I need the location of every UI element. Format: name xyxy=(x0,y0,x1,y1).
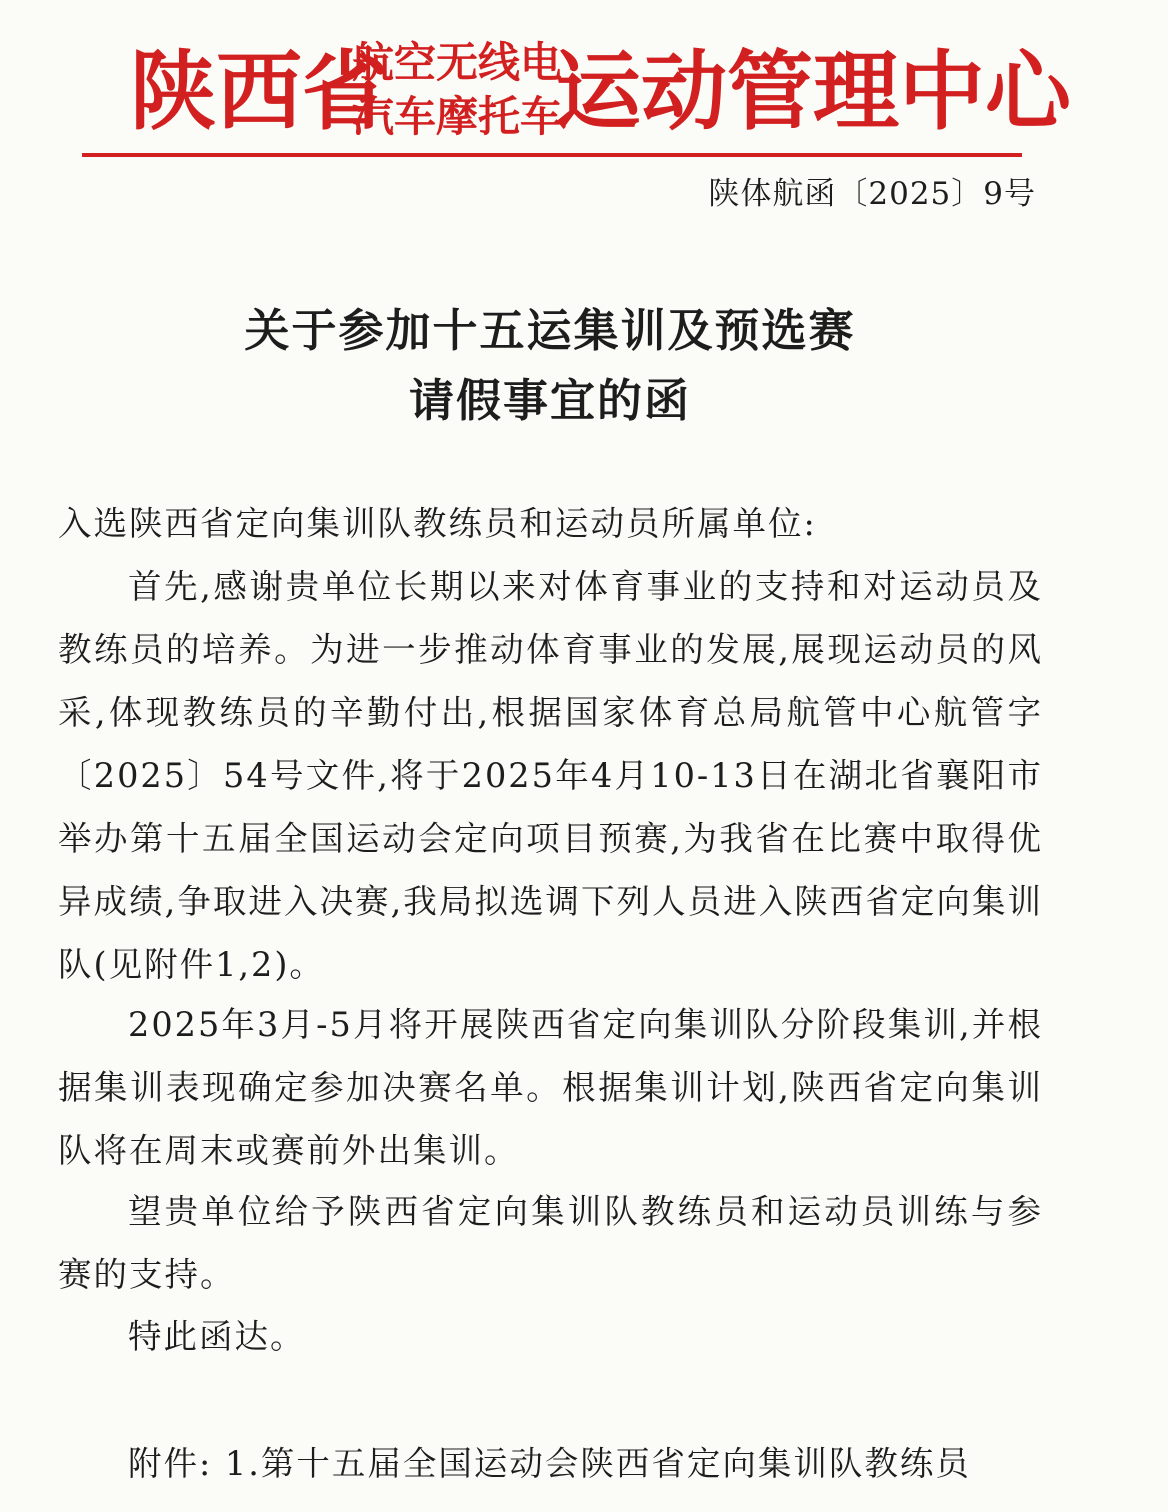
salutation: 入选陕西省定向集训队教练员和运动员所属单位: xyxy=(58,504,817,543)
letterhead-stack-bottom: 汽车摩托车 xyxy=(352,92,563,141)
title-line-2: 请假事宜的函 xyxy=(408,374,691,427)
letterhead-org: 运动管理中心 xyxy=(555,42,1071,142)
document-number: 陕体航函〔2025〕9号 xyxy=(708,176,1036,212)
letterhead-stack-top: 航空无线电 xyxy=(352,38,563,87)
letterhead-divider xyxy=(82,153,1022,157)
paragraph-4: 特此函达。 xyxy=(128,1317,306,1356)
letterhead-province: 陕西省 xyxy=(130,42,388,142)
paragraph-1: 首先,感谢贵单位长期以来对体育事业的支持和对运动员及教练员的培养。为进一步推动体育事业的发展,展现运动员的风采,体现教练员的辛勤付出,根据国家体育总局航管中心航管字〔2025〕54号文件,将于2025年4月10-13日在湖北省襄阳市举办第十五届全国运动会定向项目预赛,为我省在比赛中取得优异成绩,争取进入决赛,我局拟选调下列人员进入陕西省定向集训队(见附件1,2)。 xyxy=(58,567,1043,984)
title-line-1: 关于参加十五运集训及预选赛 xyxy=(244,304,856,357)
paragraph-3: 望贵单位给予陕西省定向集训队教练员和运动员训练与参赛的支持。 xyxy=(58,1192,1043,1294)
paragraph-2: 2025年3月-5月将开展陕西省定向集训队分阶段集训,并根据集训表现确定参加决赛名单。根据集训计划,陕西省定向集训队将在周末或赛前外出集训。 xyxy=(58,1005,1043,1170)
attachment-line: 附件: 1.第十五届全国运动会陕西省定向集训队教练员 xyxy=(128,1444,971,1483)
letterhead-stack xyxy=(352,36,563,144)
